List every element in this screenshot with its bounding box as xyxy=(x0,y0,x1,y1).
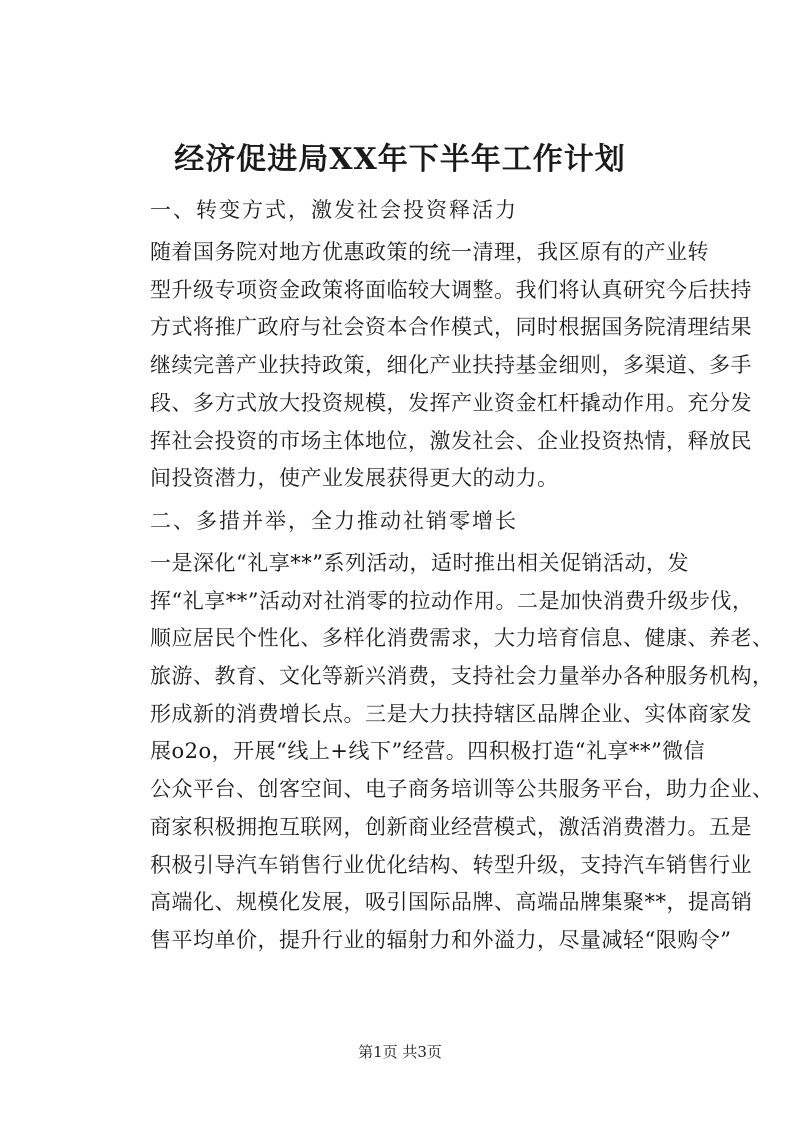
paragraph-line: 高端化、规模化发展，吸引国际品牌、高端品牌集聚**，提高销 xyxy=(150,890,753,915)
paragraph-line: 形成新的消费增长点。三是大力扶持辖区品牌企业、实体商家发 xyxy=(150,701,752,726)
paragraph-line: 挥“礼享**”活动对社消零的拉动作用。二是加快消费升级步伐， xyxy=(150,588,754,613)
page-number-footer: 第1页 共3页 xyxy=(358,1043,442,1061)
section-heading-1: 一、转变方式，激发社会投资释活力 xyxy=(150,198,518,222)
paragraph-line: 商家积极拥抱互联网，创新商业经营模式，激活消费潜力。五是 xyxy=(150,814,752,839)
section-heading-2: 二、多措并举，全力推动社销零增长 xyxy=(150,508,518,533)
document-body xyxy=(108,192,774,965)
section-paragraph-1 xyxy=(108,234,752,498)
paragraph-line: 型升级专项资金政策将面临较大调整。我们将认真研究今后扶持 xyxy=(150,277,752,302)
paragraph-line: 方式将推广政府与社会资本合作模式，同时根据国务院清理结果 xyxy=(150,315,752,340)
paragraph-line: 公众平台、创客空间、电子商务培训等公共服务平台，助力企业、 xyxy=(150,777,774,802)
paragraph-line: 一是深化“礼享**”系列活动，适时推出相关促销活动，发 xyxy=(150,550,689,575)
paragraph-line: 积极引导汽车销售行业优化结构、转型升级，支持汽车销售行业 xyxy=(150,852,752,877)
paragraph-line: 继续完善产业扶持政策，细化产业扶持基金细则，多渠道、多手 xyxy=(150,353,752,378)
paragraph-line: 段、多方式放大投资规模，发挥产业资金杠杆撬动作用。充分发 xyxy=(150,390,752,415)
paragraph-line: 随着国务院对地方优惠政策的统一清理，我区原有的产业转 xyxy=(150,240,709,264)
paragraph-line: 售平均单价，提升行业的辐射力和外溢力，尽量减轻“限购令” xyxy=(150,927,732,952)
paragraph-line: 展o2o，开展“线上+线下”经营。四积极打造“礼享**”微信 xyxy=(150,739,706,764)
paragraph-line: 间投资潜力，使产业发展获得更大的动力。 xyxy=(150,466,559,491)
document-title: 经济促进局XX年下半年工作计划 xyxy=(174,142,626,177)
paragraph-line: 旅游、教育、文化等新兴消费，支持社会力量举办各种服务机构， xyxy=(150,664,774,689)
paragraph-line: 顺应居民个性化、多样化消费需求，大力培育信息、健康、养老、 xyxy=(150,626,774,651)
paragraph-line: 挥社会投资的市场主体地位，激发社会、企业投资热情，释放民 xyxy=(150,428,752,453)
section-paragraph-2 xyxy=(108,545,774,960)
